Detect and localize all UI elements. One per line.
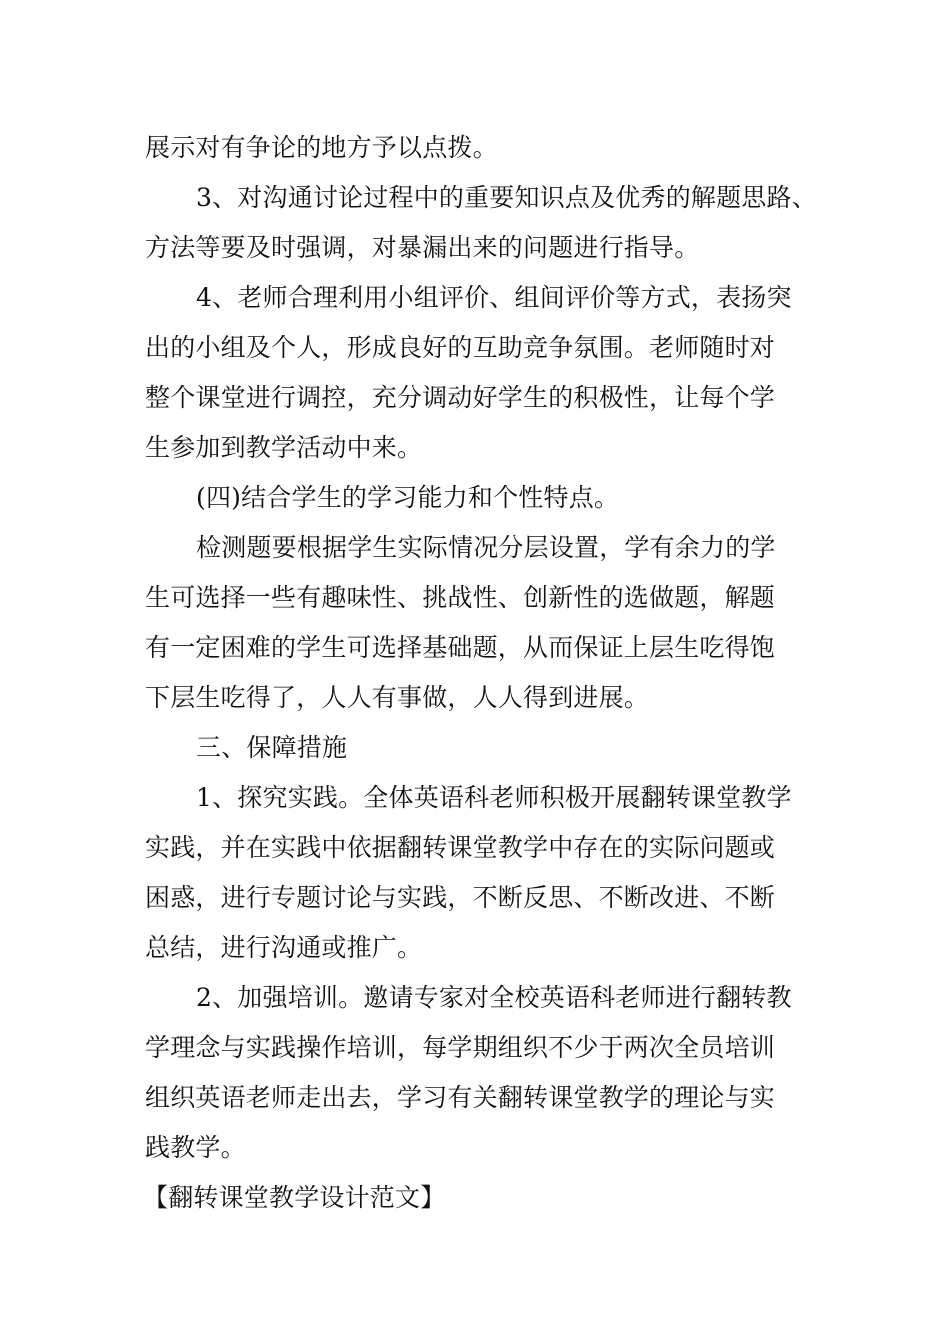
section-heading: (四)结合学生的学习能力和个性特点。 (196, 483, 620, 512)
paragraph-line: 组织英语老师走出去，学习有关翻转课堂教学的理论与实 (145, 1083, 776, 1112)
footer-title: 【翻转课堂教学设计范文】 (143, 1183, 446, 1212)
paragraph-line: 实践，并在实践中依据翻转课堂教学中存在的实际问题或 (145, 833, 776, 862)
paragraph-line: 方法等要及时强调，对暴漏出来的问题进行指导。 (145, 233, 700, 262)
paragraph-line: 检测题要根据学生实际情况分层设置，学有余力的学 (196, 533, 776, 562)
paragraph-line: 有一定困难的学生可选择基础题，从而保证上层生吃得饱 (145, 633, 776, 662)
paragraph-line: 践教学。 (145, 1133, 246, 1162)
paragraph-line: 困惑，进行专题讨论与实践，不断反思、不断改进、不断 (145, 883, 776, 912)
paragraph-line: 整个课堂进行调控，充分调动好学生的积极性，让每个学 (145, 383, 776, 412)
paragraph-line: 学理念与实践操作培训，每学期组织不少于两次全员培训 (145, 1033, 776, 1062)
paragraph-line: 出的小组及个人，形成良好的互助竞争氛围。老师随时对 (145, 333, 776, 362)
section-heading: 三、保障措施 (196, 733, 348, 762)
paragraph-line: 下层生吃得了，人人有事做，人人得到进展。 (145, 683, 650, 712)
paragraph-line: 展示对有争论的地方予以点拨。 (145, 133, 498, 162)
paragraph-line: 2、加强培训。邀请专家对全校英语科老师进行翻转教 (196, 983, 792, 1012)
paragraph-line: 总结，进行沟通或推广。 (145, 933, 423, 962)
paragraph-line: 4、老师合理利用小组评价、组间评价等方式，表扬突 (196, 283, 792, 312)
paragraph-line: 1、探究实践。全体英语科老师积极开展翻转课堂教学 (196, 783, 792, 812)
paragraph-line: 生参加到教学活动中来。 (145, 433, 423, 462)
paragraph-line: 3、对沟通讨论过程中的重要知识点及优秀的解题思路、 (196, 183, 817, 212)
paragraph-line: 生可选择一些有趣味性、挑战性、创新性的选做题，解题 (145, 583, 776, 612)
